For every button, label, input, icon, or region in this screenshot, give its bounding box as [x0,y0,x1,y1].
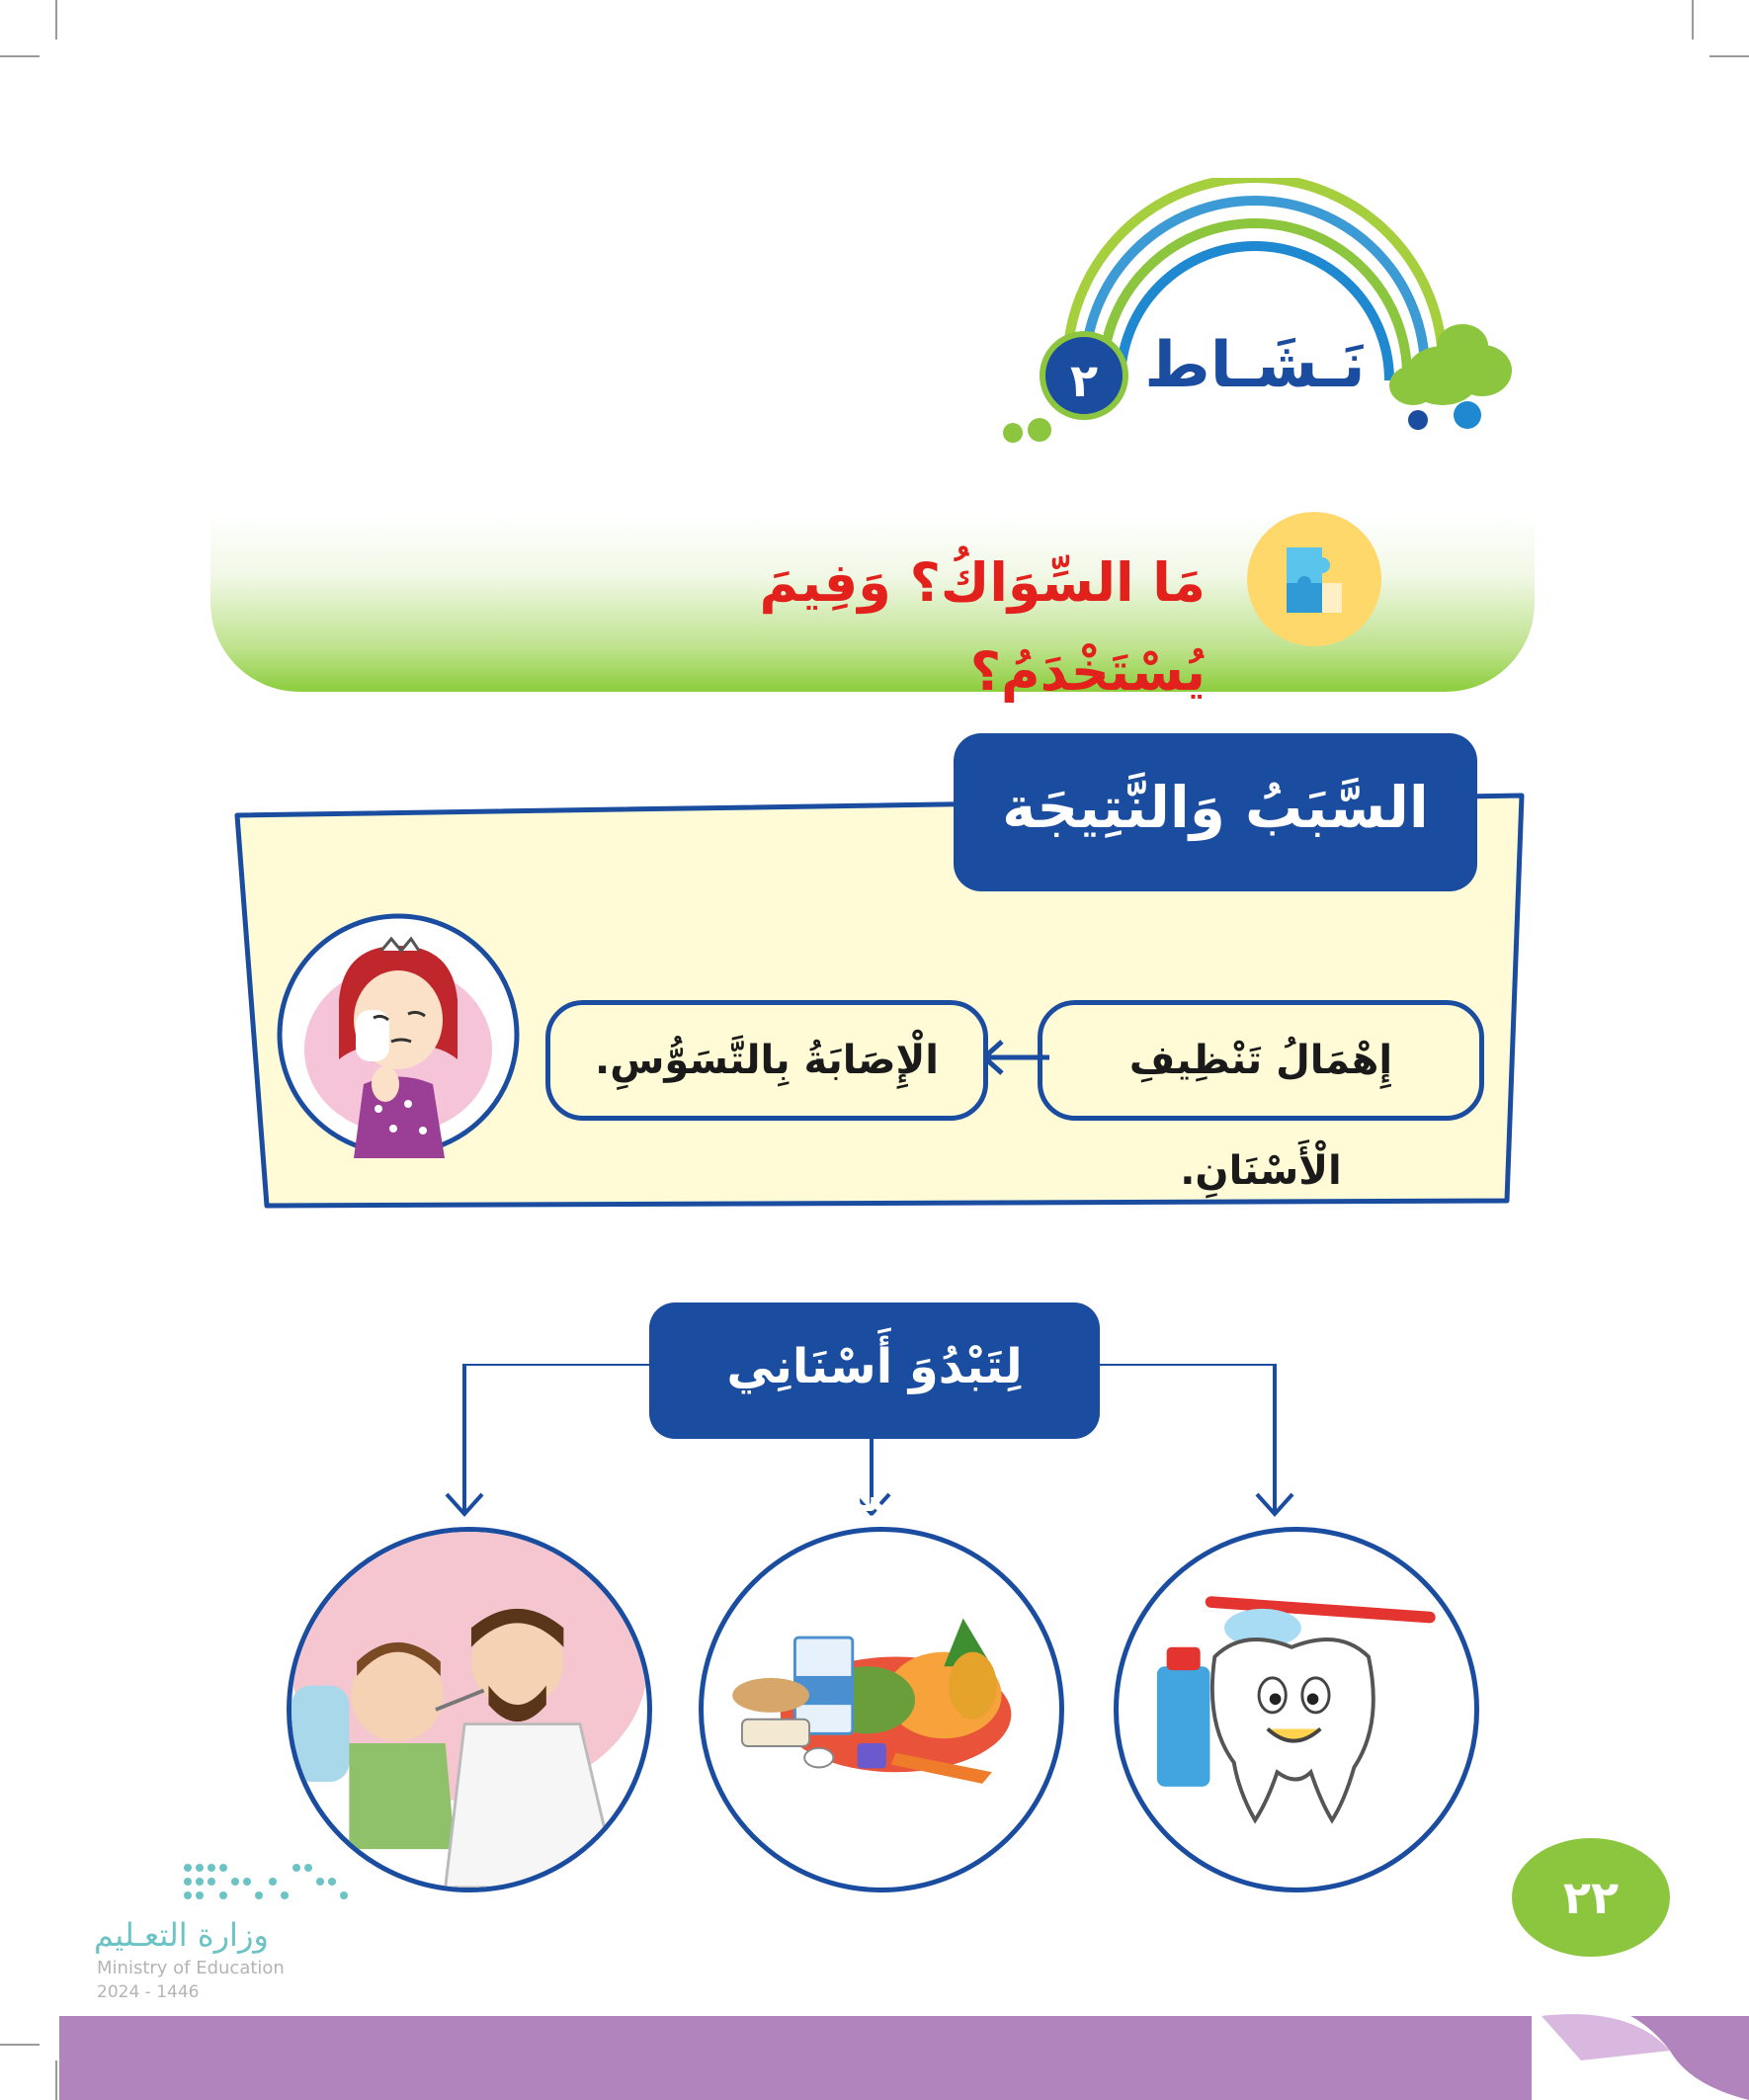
ministry-name-english: Ministry of Education [97,1958,285,1978]
effect-box: الْإِصَابَةُ بِالتَّسَوُّسِ. [545,1000,988,1121]
beautiful-teeth-header: لِتَبْدُوَ أَسْنَانِي جَمِيلَةً: [649,1302,1100,1439]
girl-toothache-icon [275,911,522,1158]
footer-bar [0,2006,1749,2100]
ministry-name-arabic: وزارة التعـليم [94,1916,269,1954]
crop-mark [0,55,40,57]
edition-year: 2024 - 1446 [97,1982,200,2002]
crop-mark [1692,0,1694,40]
crop-mark [55,0,57,40]
ministry-logo-dots [178,1858,356,1907]
arrow-left-icon [978,1028,1049,1087]
activity-title: نَـشَـاط [1144,329,1366,402]
cause-effect-header: السَّبَبُ وَالنَّتِيجَة [954,733,1477,891]
puzzle-icon [1247,512,1381,646]
dentist-icon [287,1527,652,1892]
healthy-food-icon [699,1527,1064,1892]
page-number: ٢٢ [1562,1871,1620,1924]
cause-box: إِهْمَالُ تَنْظِيفِ الْأَسْنَانِ. [1038,1000,1484,1121]
activity-number-badge: ٢ [1040,331,1128,420]
question-text: مَا السِّوَاكُ؟ وَفِيمَ يُسْتَخْدَمُ؟ [759,551,1206,703]
crop-mark [1709,55,1749,57]
tooth-toothbrush-icon [1114,1527,1479,1892]
